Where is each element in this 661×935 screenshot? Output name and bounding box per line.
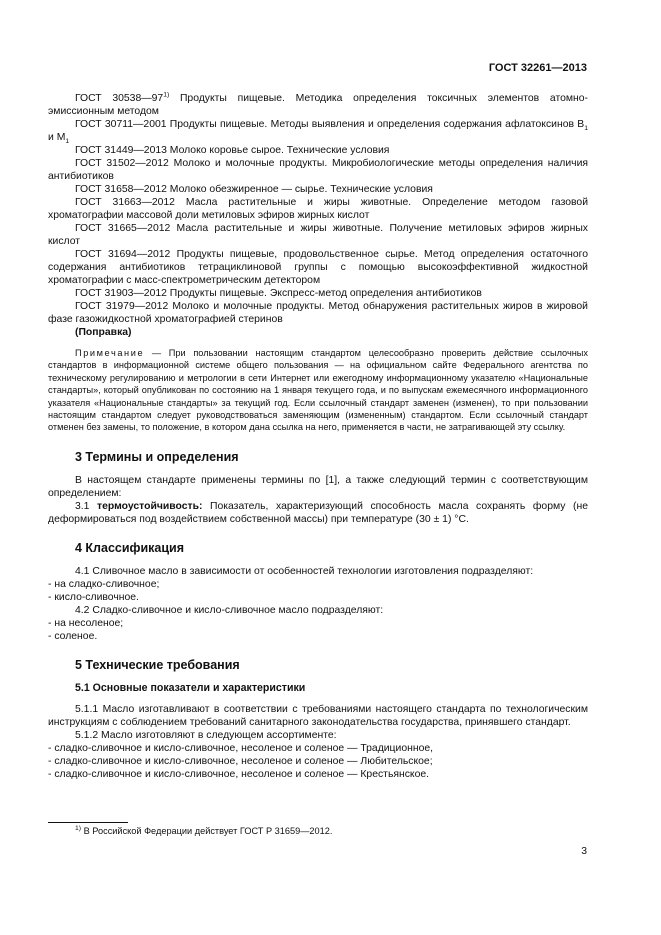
page-body	[48, 92, 588, 781]
note	[48, 347, 588, 434]
footnote-mark: 1)	[75, 824, 82, 832]
subscript: 1	[65, 138, 70, 146]
ref-item: ГОСТ 31665—2012 Масла растительные и жиры животные. Получение метиловых эфиров жирных кислот	[48, 223, 588, 247]
section-5-title: 5 Технические требования	[75, 657, 240, 672]
section-3-intro: В настоящем стандарте применены термины по [1], а также следующий термин с соответствующим определением:	[48, 474, 588, 499]
footnote-mark: 1)	[163, 91, 170, 99]
note-text: — При пользовании настоящим стандартом целесообразно проверить действие ссылочных стандартов в информационной системе общего пользования — на официальном сайте Федерального агентства по техническому регулированию и метрологии в сети Интернет или ежегодному информационному указателю «Национальные стандарты», который опубликован по состоянию на 1 января текущего года, и по выпускам ежемесячного информационного указателя «Национальные стандарты» за текущий год. Если ссылочный стандарт заменен (изменен), то при пользовании настоящим стандартом следует руководствоваться заменяющим (измененным) стандартом. Если ссылочный стандарт отменен без замены, то положение, в котором дана ссылка на него, применяется в части, не затрагивающей эту ссылку.	[48, 348, 588, 433]
subscript: 1	[584, 125, 588, 133]
page-number: 3	[581, 846, 587, 857]
term-number: 3.1	[75, 500, 98, 512]
ref-item: ГОСТ 31979—2012 Молоко и молочные продукты. Метод обнаружения растительных жиров в жировой фазе газожидкостной хроматографией стеринов	[48, 301, 588, 325]
list-item: - сладко-сливочное и кисло-сливочное, несоленое и соленое — Традиционное,	[48, 742, 434, 754]
section-5-p1: 5.1.1 Масло изготавливают в соответствии с требованиями настоящего стандарта по технологическим инструкциям с соблюдением требований санитарного законодательства государства, принявшего стандарт.	[48, 703, 588, 728]
list-item: - на сладко-сливочное;	[48, 578, 160, 590]
ref-item: ГОСТ 31658—2012 Молоко обезжиренное — сырье. Технические условия	[75, 184, 433, 195]
list-item: - соленое.	[48, 630, 98, 642]
list-item: - сладко-сливочное и кисло-сливочное, несоленое и соленое — Крестьянское.	[48, 768, 430, 780]
note-label: Примечание	[75, 348, 145, 358]
ref-text: Продукты пищевые. Методика определения токсичных элементов атомно-эмиссионным методом	[48, 93, 589, 117]
section-3-title: 3 Термины и определения	[75, 449, 239, 464]
footnote-text: В Российской Федерации действует ГОСТ Р 31659—2012.	[81, 826, 333, 836]
ref-item	[48, 118, 588, 144]
section-4-p2: 4.2 Сладко-сливочное и кисло-сливочное масло подразделяют:	[75, 604, 384, 616]
list-item: - на несоленое;	[48, 617, 124, 629]
section-4-title: 4 Классификация	[75, 540, 185, 555]
list-item: - кисло-сливочное.	[48, 591, 139, 603]
subsection-5-1-title: 5.1 Основные показатели и характеристики	[75, 681, 306, 694]
ref-item	[48, 92, 588, 118]
term-definition	[48, 500, 588, 526]
ref-text: ГОСТ 30538—97	[75, 93, 164, 104]
section-5-p2: 5.1.2 Масло изготовляют в следующем ассортименте:	[75, 729, 337, 741]
document-code: ГОСТ 32261—2013	[488, 62, 587, 74]
ref-item: ГОСТ 31449—2013 Молоко коровье сырое. Технические условия	[75, 145, 390, 156]
term: термоустойчивость:	[97, 500, 203, 512]
list-item: - сладко-сливочное и кисло-сливочное, несоленое и соленое — Любительское;	[48, 755, 433, 767]
ref-item: ГОСТ 31694—2012 Продукты пищевые, продовольственное сырье. Метод определения остаточного содержания антибиотиков тетрациклиновой группы с помощью высокоэффективной жидкостной хроматографии с масс-спектрометрическим детектором	[48, 249, 588, 286]
footnote-separator	[48, 822, 128, 823]
ref-item: ГОСТ 31903—2012 Продукты пищевые. Экспресс-метод определения антибиотиков	[75, 288, 482, 299]
ref-item: ГОСТ 31663—2012 Масла растительные и жиры животные. Определение методом газовой хроматографии массовой доли метиловых эфиров жирных кислот	[48, 197, 588, 221]
term-def: Показатель, характеризующий способность масла сохранять форму (не деформироваться под воздействием собственной массы) при температуре (30 ± 1) °С.	[48, 500, 588, 525]
ref-text: и М	[48, 132, 66, 143]
amendment-label: (Поправка)	[75, 327, 132, 338]
footnote	[75, 826, 332, 836]
ref-text: ГОСТ 30711—2001 Продукты пищевые. Методы выявления и определения содержания афлатоксинов В	[75, 119, 585, 130]
ref-item: ГОСТ 31502—2012 Молоко и молочные продукты. Микробиологические методы определения наличия антибиотиков	[48, 158, 588, 182]
section-4-p1: 4.1 Сливочное масло в зависимости от особенностей технологии изготовления подразделяют:	[75, 565, 534, 577]
